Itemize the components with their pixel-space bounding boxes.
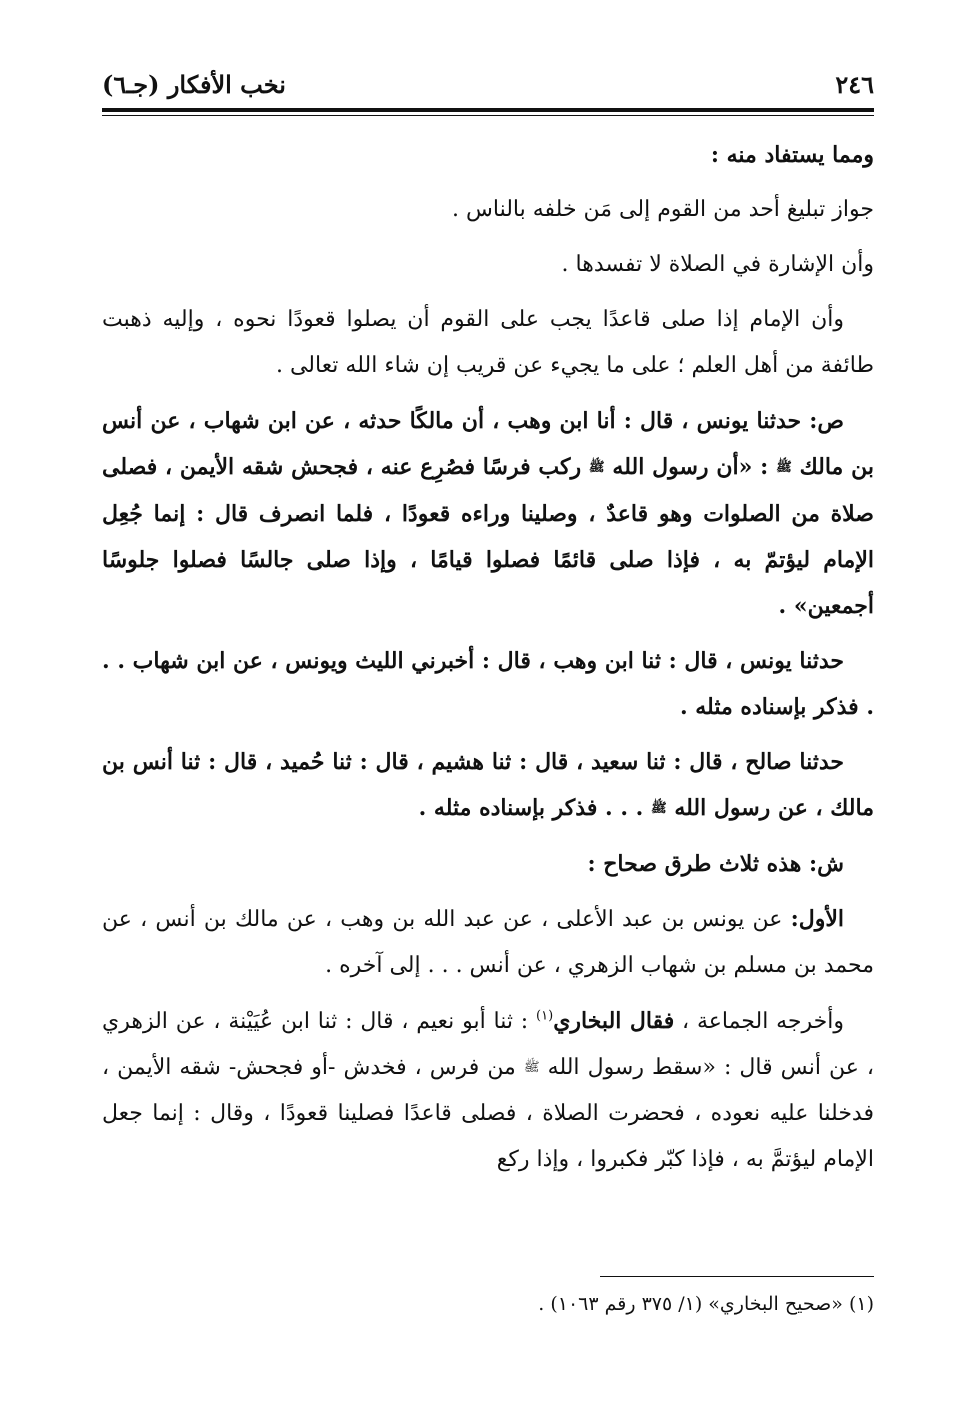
first-chain-paragraph: [102, 896, 874, 989]
page-body: [102, 132, 874, 1192]
honorific-symbol: ﷺ: [588, 460, 605, 475]
hadith-text-part-3: ركب فرسًا فصُرِع عنه ، فجحش شقه الأيمن ، فصلى صلاة من الصلوات وهو قاعدٌ ، وصلينا وراءه قعودًا ، فلما انصرف قال : إنما جُعِل الإمام ليؤتمّ به ، فإذا صلى قائمًا فصلوا قيامًا ، وإذا صلى جالسًا فصلوا جلوسًا أجمعين» .: [102, 454, 874, 619]
book-title: نخب الأفكار (جـ٦): [102, 69, 286, 99]
hadith-chain-3: [102, 739, 874, 832]
bukhari-intro: وأخرجه الجماعة ،: [674, 1009, 845, 1034]
hadith-chain-3-part-2: . . . فذكر بإسناده مثله .: [418, 795, 651, 821]
hadith-text: [102, 398, 874, 629]
running-header: [102, 64, 874, 104]
bukhari-text-part-2: من فرس ، فخدش -أو فجحش- شقه الأيمن ، فدخلنا عليه نعوده ، فحضرت الصلاة ، فصلى قاعدًا فصلينا قعودًا ، وقال : إنما جعل الإمام ليؤتمَّ به ، فإذا كبّر فكبروا ، وإذا ركع: [102, 1055, 874, 1172]
honorific-symbol: ﷺ: [523, 1060, 540, 1075]
header-rule-thin: [102, 115, 874, 116]
bukhari-name: فقال البخاري: [553, 1008, 675, 1034]
bukhari-paragraph: [102, 998, 874, 1183]
paragraph-benefit-2: وأن الإشارة في الصلاة لا تفسدها .: [561, 252, 874, 277]
benefits-heading: ومما يستفاد منه :: [710, 142, 874, 168]
footnote-ref: (١): [536, 1008, 554, 1024]
footnote: (١) «صحيح البخاري» (١/ ٣٧٥ رقم ١٠٦٣) .: [538, 1293, 874, 1315]
hadith-chain-2: حدثنا يونس ، قال : ثنا ابن وهب ، قال : أخبرني الليث ويونس ، عن ابن شهاب . . . فذكر بإسناده مثله .: [102, 648, 874, 720]
first-chain-label: الأول:: [790, 906, 844, 932]
hadith-chain-3-part-1: حدثنا صالح ، قال : ثنا سعيد ، قال : ثنا هشيم ، قال : ثنا حُميد ، قال : ثنا أنس بن مالك ، عن رسول الله: [102, 749, 874, 821]
commentary-heading: ش: هذه ثلاث طرق صحاح :: [587, 851, 844, 877]
honorific-symbol: ﷺ: [776, 460, 792, 475]
header-rule-thick: [102, 108, 874, 112]
honorific-symbol: ﷺ: [650, 801, 667, 816]
bukhari-text-part-1: : ثنا أبو نعيم ، قال : ثنا ابن عُيَيْنة ، عن الزهري ، عن أنس قال : «سقط رسول الله: [102, 1009, 874, 1080]
hadith-text-part-1: حدثنا يونس ، قال : أنا ابن وهب ، أن مالكًا حدثه ، عن ابن شهاب ، عن أنس بن مالك: [102, 408, 874, 480]
paragraph-benefit-3: وأن الإمام إذا صلى قاعدًا يجب على القوم أن يصلوا قعودًا نحوه ، وإليه ذهبت طائفة من أهل العلم ؛ على ما يجيء عن قريب إن شاء الله تعالى .: [102, 307, 874, 378]
paragraph-benefit-1: جواز تبليغ أحد من القوم إلى مَن خلفه بالناس .: [452, 197, 874, 222]
page-number: ٢٤٦: [835, 69, 874, 99]
hadith-label: ص:: [809, 408, 844, 434]
hadith-text-part-2: : «أن رسول الله: [604, 454, 777, 480]
footnote-rule: [600, 1276, 874, 1277]
first-chain-text: عن يونس بن عبد الأعلى ، عن عبد الله بن وهب ، عن مالك بن أنس ، عن محمد بن مسلم بن شهاب الزهري ، عن أنس . . . إلى آخره .: [102, 907, 874, 978]
